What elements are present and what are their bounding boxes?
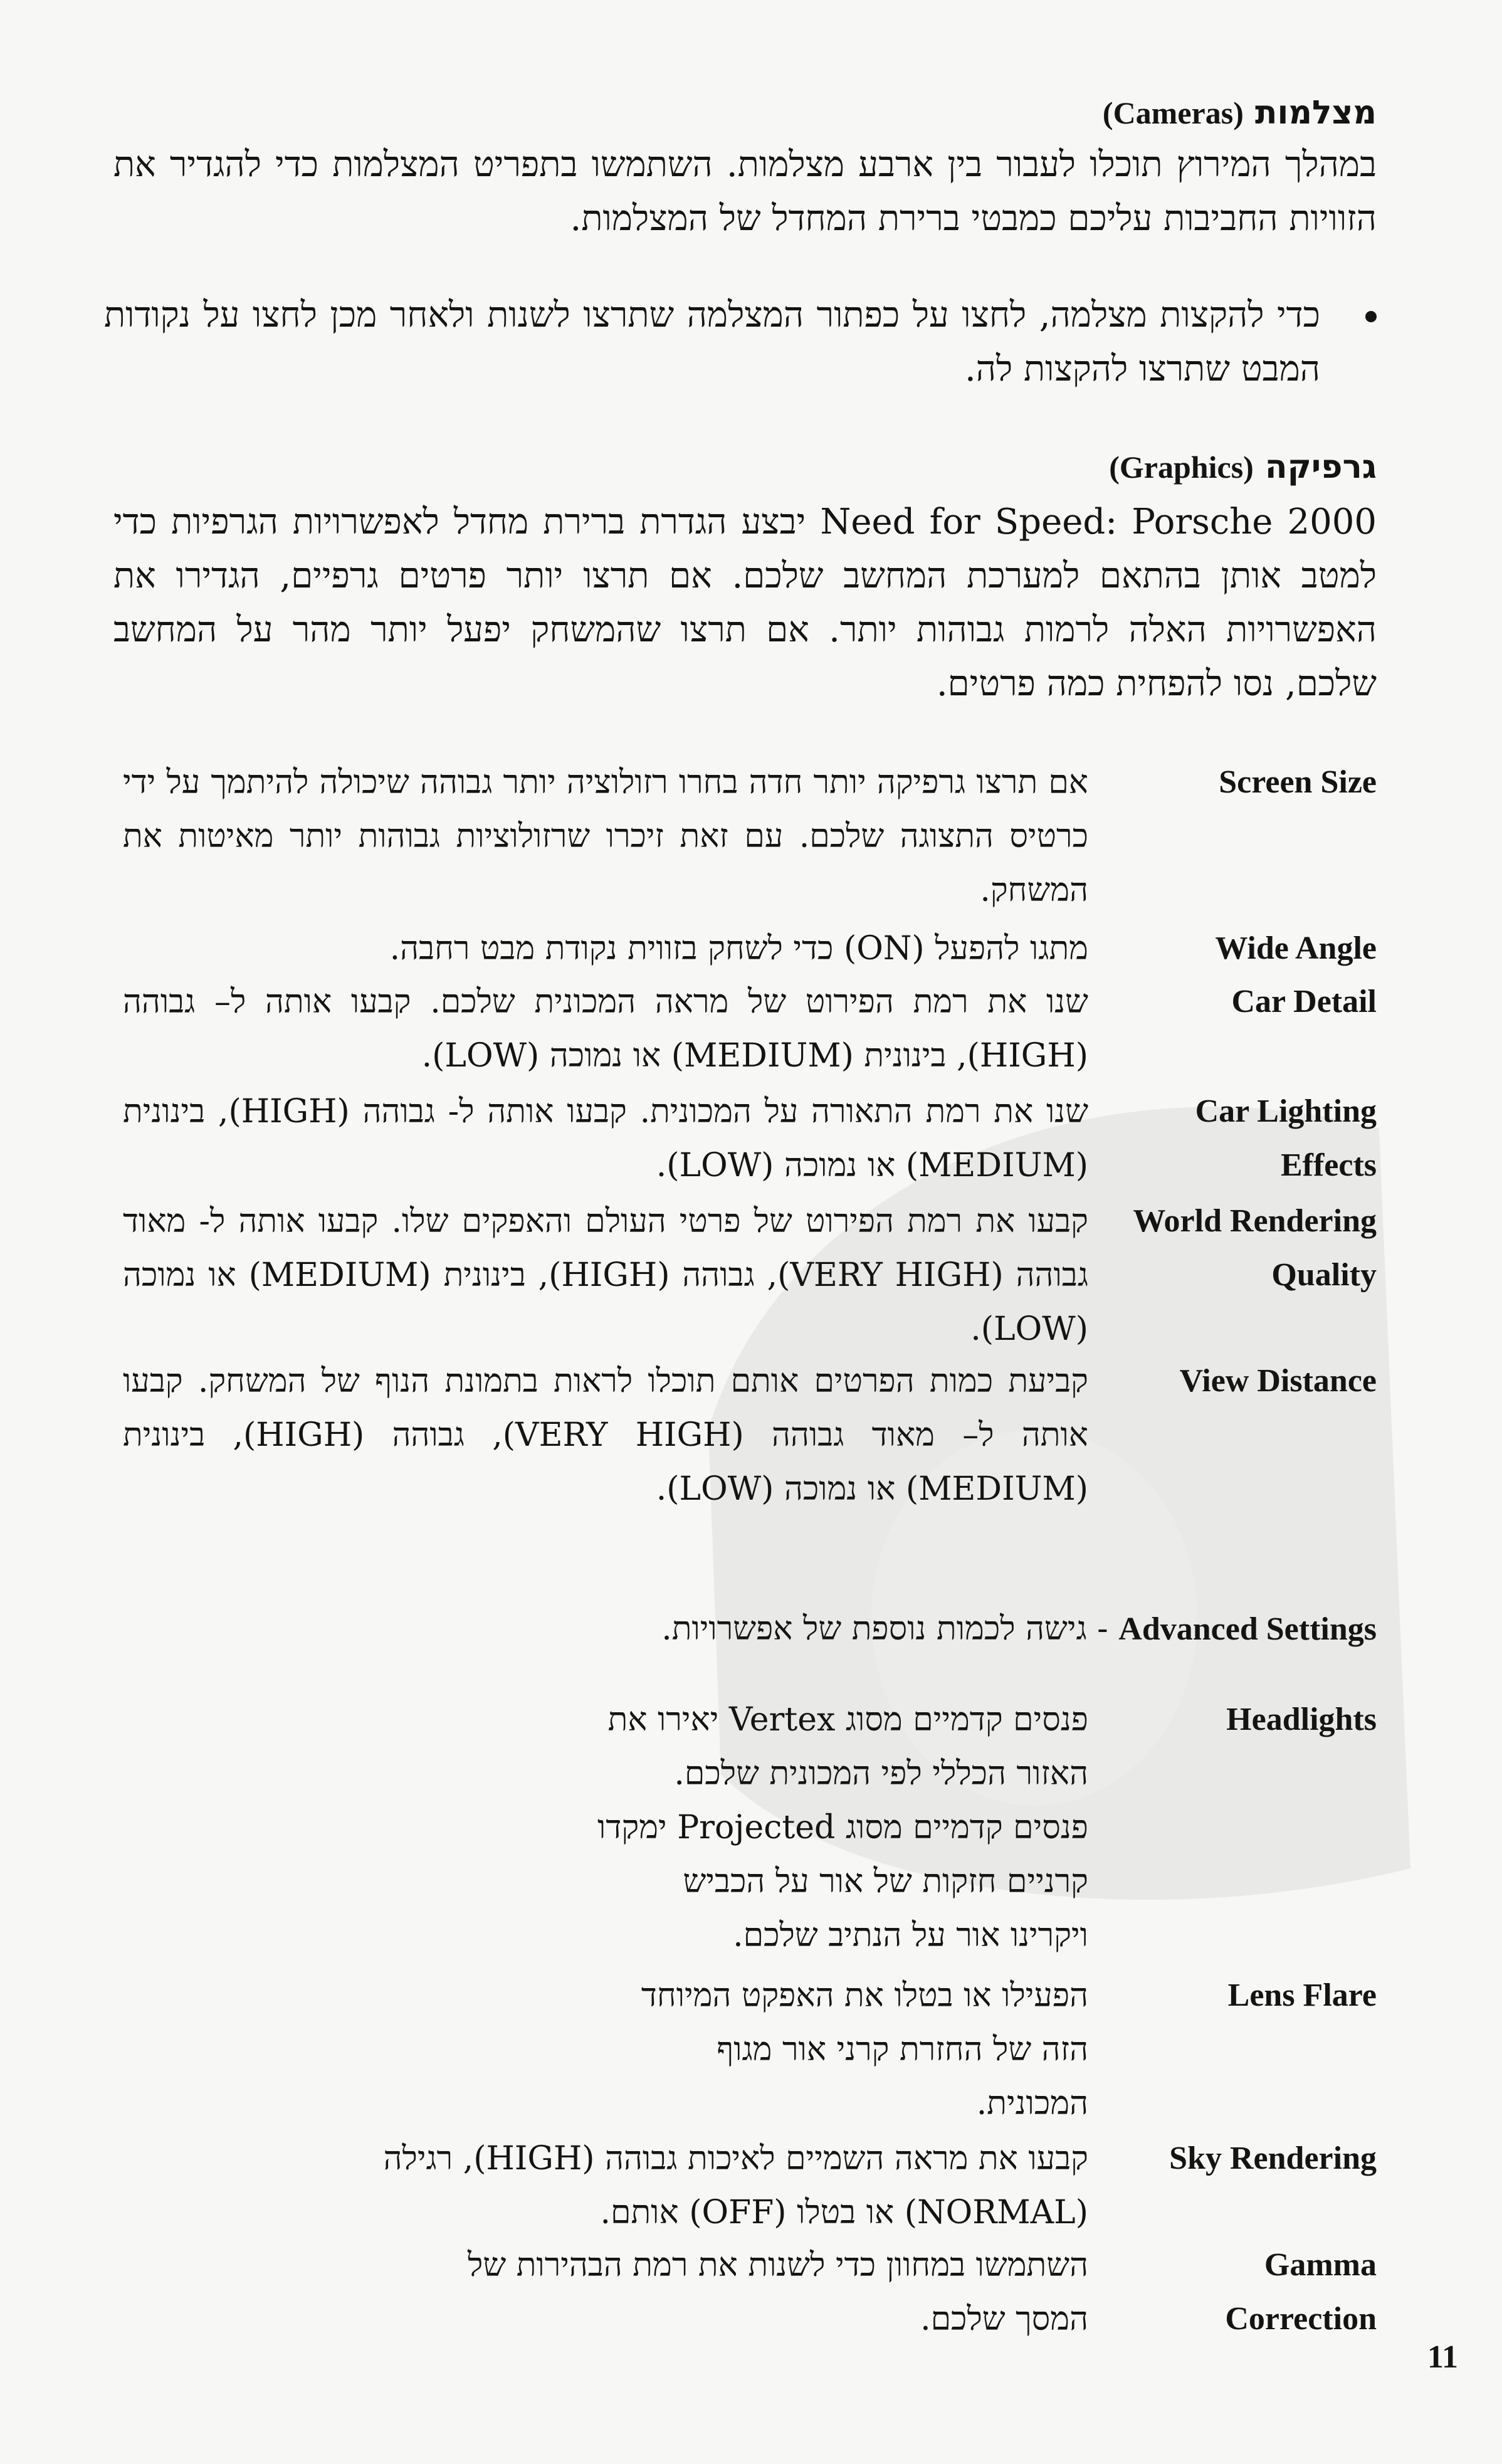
setting-description: שנו את רמת הפירוט של מראה המכונית שלכם. קבעו אותה ל– גבוהה (HIGH), בינונית (MEDIUM) או נמוכה (LOW). bbox=[123, 983, 1088, 1075]
advanced-label: Gamma Correction bbox=[1225, 2247, 1377, 2337]
advanced-label: Lens Flare bbox=[1227, 1977, 1377, 2013]
cameras-title-he: מצלמות bbox=[1254, 94, 1377, 132]
setting-description: שנו את רמת התאורה על המכונית. קבעו אותה ל- גבוהה (HIGH), בינונית (MEDIUM) או נמוכה (LOW). bbox=[123, 1093, 1089, 1184]
bullet-icon bbox=[1365, 311, 1377, 322]
advanced-label: Headlights bbox=[1226, 1702, 1377, 1737]
page-number: 11 bbox=[1427, 2339, 1458, 2375]
advanced-description: פנסים קדמיים מסוג Vertex יאירו את האזור הכללי לפי המכונית שלכם. פנסים קדמיים מסוג Projected ימקדו קרניים חזקות של אור על הכביש ויקרינו אור על הנתיב שלכם. bbox=[597, 1701, 1088, 1954]
setting-description: קביעת כמות הפרטים אותם תוכלו לראות בתמונת הנוף של המשחק. קבעו אותה ל– מאוד גבוהה (VERY HIGH), גבוהה (HIGH), בינונית (MEDIUM) או נמוכה (LOW). bbox=[123, 1362, 1088, 1508]
setting-label: Car Detail bbox=[1231, 984, 1377, 1019]
cameras-heading bbox=[1103, 94, 1377, 132]
cameras-bullet bbox=[104, 288, 1377, 396]
cameras-paragraph: במהלך המירוץ תוכלו לעבור בין ארבע מצלמות. השתמשו בתפריט המצלמות כדי להגדיר את הזוויות החביבות עליכם כמבטי ברירת המחדל של המצלמות. bbox=[113, 144, 1377, 239]
setting-label: View Distance bbox=[1179, 1363, 1377, 1399]
cameras-title-en: (Cameras) bbox=[1102, 95, 1244, 130]
advanced-description: הפעילו או בטלו את האפקט המיוחד הזה של החזרת קרני אור מגוף המכונית. bbox=[641, 1977, 1088, 2122]
setting-label: Screen Size bbox=[1219, 764, 1377, 800]
cameras-bullet-text: כדי להקצות מצלמה, לחצו על כפתור המצלמה שתרצו לשנות ולאחר מכן לחצו על נקודות המבט שתרצו להקצות לה. bbox=[104, 295, 1320, 389]
graphics-title-he: גרפיקה bbox=[1264, 448, 1377, 486]
advanced-settings-label: Advanced Settings bbox=[1118, 1611, 1377, 1647]
advanced-description: השתמשו במחוון כדי לשנות את רמת הבהירות של המסך שלכם. bbox=[468, 2246, 1088, 2338]
advanced-settings-line bbox=[661, 1602, 1377, 1656]
setting-label: Car Lighting Effects bbox=[1195, 1093, 1377, 1183]
setting-description: מתגו להפעל (ON) כדי לשחק בזווית נקודת מבט רחבה. bbox=[389, 930, 1088, 967]
setting-description: אם תרצו גרפיקה יותר חדה בחרו רזולוציה יותר גבוהה שיכולה להיתמך על ידי כרטיס התצוגה שלכם. עם זאת זיכרו שרזולוציות גבוהות יותר מאיטות את המשחק. bbox=[123, 764, 1088, 909]
advanced-settings-text: גישה לכמות נוספת של אפשרויות. bbox=[661, 1610, 1087, 1648]
advanced-dash: - bbox=[1086, 1610, 1108, 1648]
setting-label: Wide Angle bbox=[1215, 930, 1377, 966]
setting-label: World Rendering Quality bbox=[1133, 1203, 1377, 1293]
graphics-title-en: (Graphics) bbox=[1109, 450, 1254, 485]
advanced-description: קבעו את מראה השמיים לאיכות גבוהה (HIGH), רגילה (NORMAL) או בטלו (OFF) אותם. bbox=[383, 2140, 1088, 2231]
graphics-paragraph: Need for Speed: Porsche 2000 יבצע הגדרת ברירת מחדל לאפשרויות הגרפיות כדי למטב אותן בהתאם למערכת המחשב שלכם. אם תרצו יותר פרטים גרפיים, הגדירו את האפשרויות האלה לרמות גבוהות יותר. אם תרצו שהמשחק יפעל יותר מהר על המחשב שלכם, נסו להפחית כמה פרטים. bbox=[113, 502, 1377, 704]
setting-description: קבעו את רמת הפירוט של פרטי העולם והאפקים שלו. קבעו אותה ל- מאוד גבוהה (VERY HIGH), גבוהה (HIGH), בינונית (MEDIUM) או נמוכה (LOW). bbox=[123, 1203, 1088, 1348]
graphics-heading bbox=[1109, 448, 1377, 486]
advanced-label: Sky Rendering bbox=[1169, 2140, 1377, 2176]
